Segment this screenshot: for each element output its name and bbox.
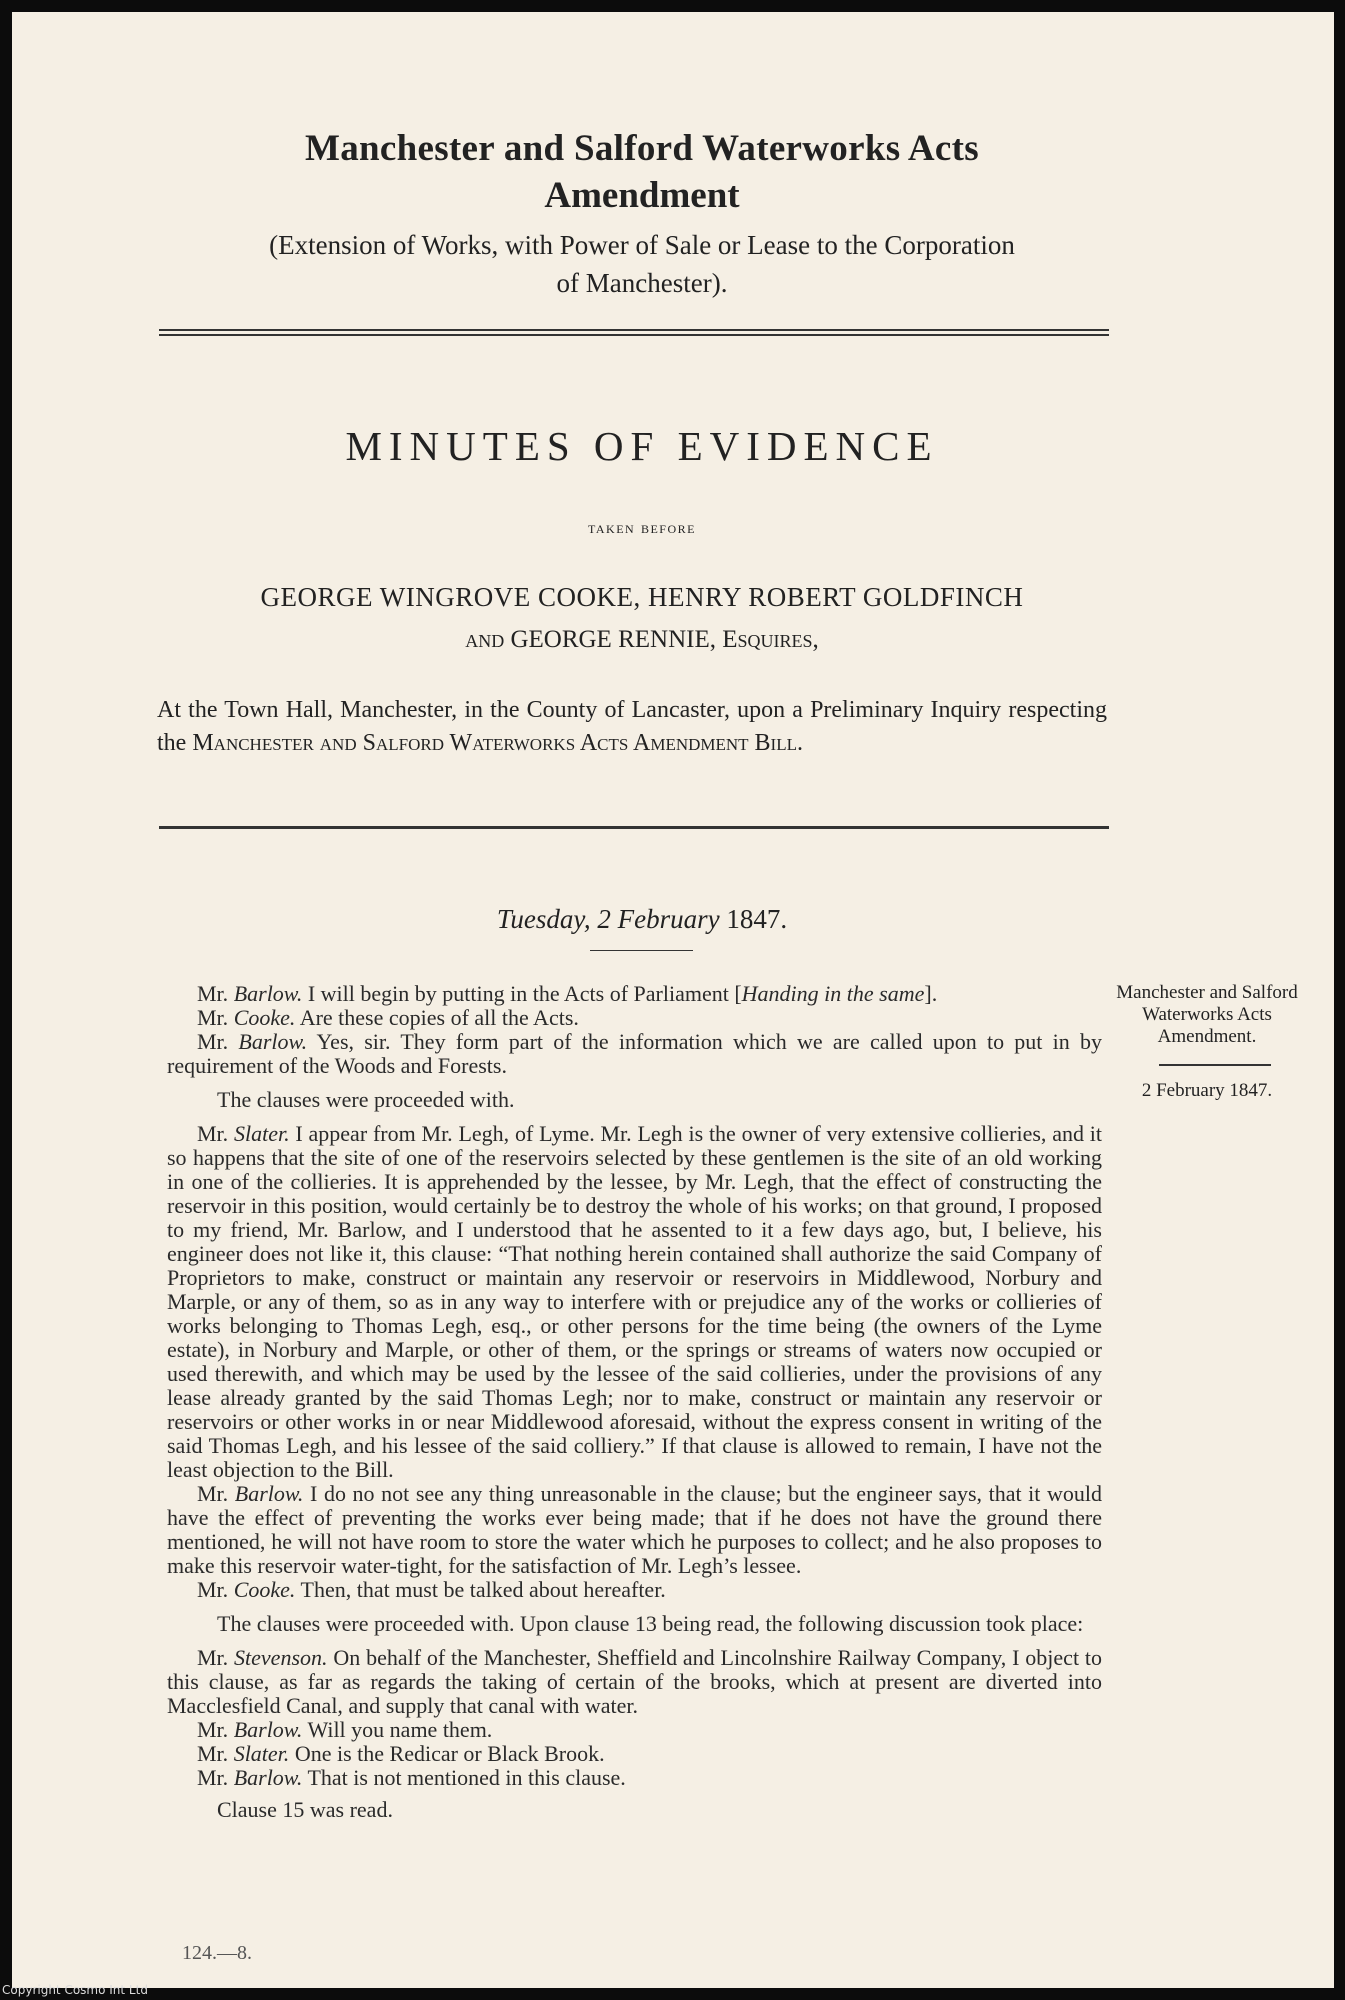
testimony-paragraph: [167, 1122, 1102, 1482]
testimony-text: I do no not see any thing unreasonable in the clause; but the engineer says, that it would have the effect of preventing the works ever being made; that if he does not have the ground there mentioned, he will not have room to store the water which he purposes to collect; and he also proposes to make this reservoir water-tight, for the satisfaction of Mr. Legh’s lessee.: [167, 1481, 1102, 1578]
testimony-text: That is not mentioned in this clause.: [307, 1765, 626, 1790]
document-page: [12, 12, 1334, 1988]
mr-prefix: Mr.: [197, 1577, 229, 1602]
procedural-note: Clause 15 was read.: [217, 1797, 393, 1822]
testimony-text: I appear from Mr. Legh, of Lyme. Mr. Legh is the owner of very extensive collieries, and it so happens that the site of one of the reservoirs selected by these gentlemen is the site of an old working in one of the collieries. It is apprehended by the lessee, by Mr. Legh, that the effect of constructing the reservoir in this position, would certainly be to destroy the whole of his works; on that ground, I proposed to my friend, Mr. Barlow, and I understood that he assented to it a few days ago, but, I believe, his engineer does not like it, this clause: “That nothing herein contained shall authorize the said Company of Proprietors to make, construct or maintain any reservoir or reservoirs in Middlewood, Norbury and Marple, or any of them, so as in any way to interfere with or prejudice any of the works or collieries of works belonging to Thomas Legh, esq., or other persons for the time being (the owners of the Lyme estate), in Norbury and Marple, or other of them, or the springs or streams of waters now occupied or used therewith, and which may be used by the lessee of the said collieries, under the provisions of any lease already granted by the said Thomas Legh; nor to make, construct or maintain any reservoir or reservoirs or other works in or near Middlewood aforesaid, without the express consent in writing of the said Thomas Legh, and his lessee of the said colliery.” If that clause is allowed to remain, I have not the least objection to the Bill.: [167, 1121, 1102, 1482]
testimony-text-tail: ].: [924, 981, 938, 1006]
double-rule-bottom: [159, 334, 1109, 336]
mr-prefix: Mr.: [197, 1121, 229, 1146]
testimony-block: [167, 982, 1102, 1822]
testimony-paragraph: [167, 1766, 1102, 1790]
mr-prefix: Mr.: [197, 1481, 229, 1506]
double-rule-top: [159, 329, 1109, 331]
testimony-text: Yes, sir. They form part of the information which we are called upon to put in by requirement of the Woods and Forests.: [167, 1029, 1102, 1078]
inquiry-location-text: At the Town Hall, Manchester, in the County of Lancaster, upon a Preliminary Inquiry respecting the: [157, 697, 1107, 756]
testimony-paragraph: [167, 1646, 1102, 1718]
stage-direction: Handing in the same: [741, 981, 925, 1006]
testimony-text: On behalf of the Manchester, Sheffield and Lincolnshire Railway Company, I object to this clause, as far as regards the taking of certain of the brooks, which at present are diverted into Macclesfield Canal, and supply that canal with water.: [167, 1645, 1103, 1718]
speaker-name: Slater.: [233, 1741, 290, 1766]
mr-prefix: Mr.: [197, 1741, 229, 1766]
mr-prefix: Mr.: [197, 1645, 229, 1670]
esquires-label: Esquires,: [722, 626, 819, 653]
speaker-name: Cooke.: [233, 1577, 296, 1602]
speaker-name: Barlow.: [233, 981, 303, 1006]
section-rule: [159, 826, 1109, 829]
speaker-name: Barlow.: [238, 1029, 308, 1054]
speaker-name: Slater.: [233, 1121, 290, 1146]
document-title-line1: Manchester and Salford Waterworks Acts: [305, 128, 979, 169]
margin-rule: [1159, 1064, 1271, 1066]
mr-prefix: Mr.: [197, 981, 229, 1006]
testimony-paragraph: [167, 1006, 1102, 1030]
document-subtitle-line1: (Extension of Works, with Power of Sale or Lease to the Corporation: [269, 230, 1015, 260]
session-date: [152, 904, 1132, 935]
document-subtitle-line2: of Manchester).: [556, 268, 728, 298]
testimony-text: Then, that must be talked about hereafter.: [300, 1577, 666, 1602]
testimony-paragraph: [167, 1742, 1102, 1766]
third-commissioner: GEORGE RENNIE,: [510, 626, 716, 653]
testimony-text: Are these copies of all the Acts.: [299, 1005, 579, 1030]
commissioners-names: GEORGE WINGROVE COOKE, HENRY ROBERT GOLDFINCH: [260, 582, 1024, 612]
testimony-paragraph: [167, 1030, 1102, 1078]
speaker-name: Barlow.: [233, 1765, 303, 1790]
session-year: 1847.: [726, 904, 788, 934]
mr-prefix: Mr.: [197, 1029, 229, 1054]
taken-before-label: taken before: [588, 518, 696, 537]
date-underline: [590, 950, 693, 951]
signature-mark: 124.—8.: [182, 1942, 252, 1964]
margin-title: Manchester and Salford Waterworks Acts Amendment.: [1116, 982, 1298, 1047]
testimony-text: I will begin by putting in the Acts of Parliament [: [307, 981, 742, 1006]
mr-prefix: Mr.: [197, 1005, 229, 1030]
procedural-note: The clauses were proceeded with.: [217, 1087, 515, 1112]
speaker-name: Barlow.: [234, 1481, 304, 1506]
testimony-paragraph: [167, 1718, 1102, 1742]
bill-name: Manchester and Salford Waterworks Acts Amendment Bill.: [192, 730, 803, 756]
and-word: and: [465, 626, 505, 653]
procedural-note: The clauses were proceeded with. Upon clause 13 being read, the following discussion took place:: [217, 1611, 1084, 1636]
margin-date: 2 February 1847.: [1141, 1080, 1273, 1101]
mr-prefix: Mr.: [197, 1765, 229, 1790]
commissioners-names-line2: [152, 626, 1132, 654]
copyright-notice: Copyright Cosmo Int Ltd: [2, 1983, 148, 1997]
speaker-name: Stevenson.: [234, 1645, 328, 1670]
inquiry-location: [157, 694, 1107, 760]
speaker-name: Cooke.: [233, 1005, 296, 1030]
mr-prefix: Mr.: [197, 1717, 229, 1742]
minutes-heading: MINUTES OF EVIDENCE: [345, 423, 939, 469]
testimony-paragraph: [167, 1578, 1102, 1602]
testimony-paragraph: [167, 1482, 1102, 1578]
testimony-paragraph: [167, 982, 1102, 1006]
document-title-line2: Amendment: [544, 175, 740, 216]
speaker-name: Barlow.: [233, 1717, 303, 1742]
testimony-text: Will you name them.: [307, 1717, 493, 1742]
session-day: Tuesday, 2 February: [496, 904, 720, 934]
testimony-text: One is the Redicar or Black Brook.: [294, 1741, 605, 1766]
